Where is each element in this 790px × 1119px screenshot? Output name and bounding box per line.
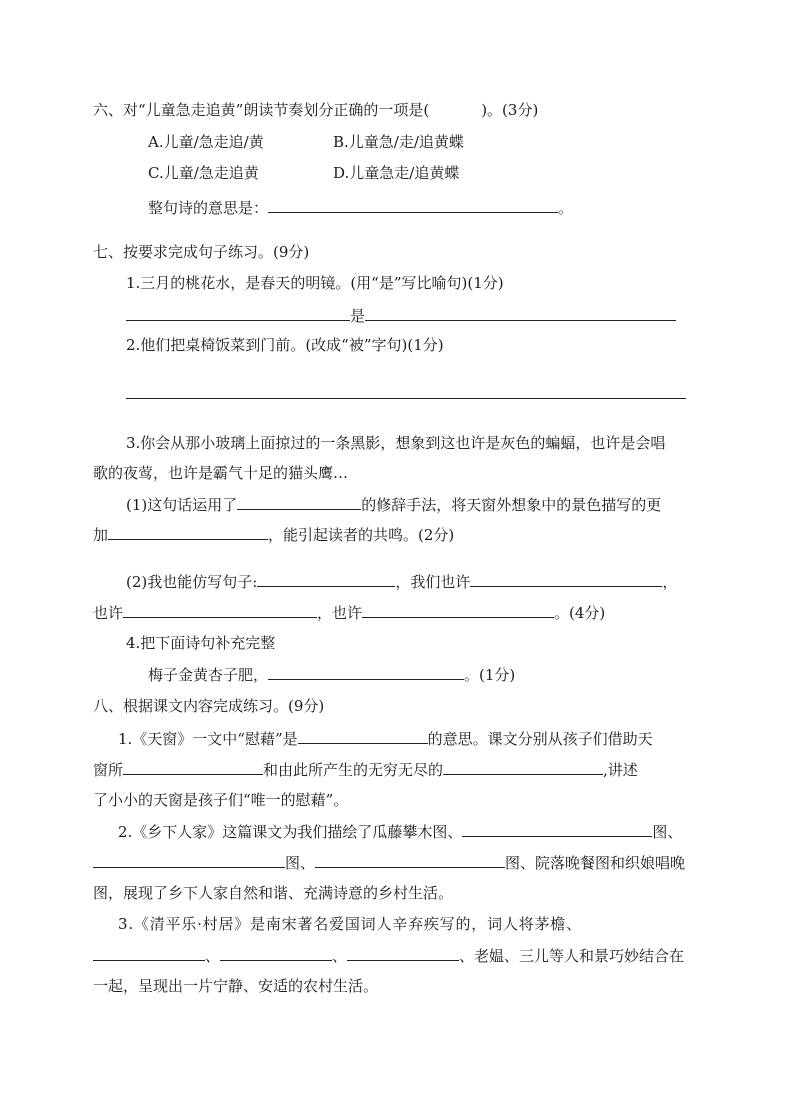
q6-option-b: B.儿童急/走/追黄蝶 (333, 133, 464, 151)
s7-q2: 2.他们把桌椅饭菜到门前。(改成“被”字句)(1分) (126, 336, 444, 354)
s7-q4-blank[interactable] (268, 663, 464, 680)
s7-q3-1: (1)这句话运用了 的修辞手法，将天窗外想象中的景色描写的更 (126, 493, 661, 515)
s7-q2-answer-line[interactable] (126, 398, 686, 399)
s8-q3-blank-1[interactable] (93, 944, 205, 961)
q6-option-d: D.儿童急走/追黄蝶 (333, 164, 460, 182)
s8-q2-blank-1[interactable] (462, 820, 652, 837)
s7-q3-line1: 3.你会从那小玻璃上面掠过的一条黑影，想象到这也许是灰色的蝙蝠，也许是会唱 (126, 434, 666, 452)
s7-q3-1-cont: 加 ，能引起读者的共鸣。(2分) (93, 523, 454, 545)
s8-q3-line2: 、 、 、老媪、三儿等人和景巧妙结合在 (93, 944, 684, 966)
s8-q1-line2: 窗所 和由此所产生的无穷无尽的 ,讲述 (93, 758, 638, 780)
s7-q3-2-cont: 也许 ，也许 。(4分) (93, 601, 605, 623)
s7-q3-1-blank-1[interactable] (237, 493, 361, 510)
s7-q3-1-blank-2[interactable] (108, 523, 268, 540)
s8-q2-line3: 图，展现了乡下人家自然和谐、充满诗意的乡村生活。 (93, 884, 454, 902)
s8-q2-blank-3[interactable] (315, 851, 505, 868)
s7-q3-2: (2)我也能仿写句子: ，我们也许 ， (126, 570, 677, 592)
s7-q1-answer: 是 (126, 304, 676, 326)
s7-title: 七、按要求完成句子练习。(9分) (93, 243, 310, 261)
s8-q2: 2.《乡下人家》这篇课文为我们描绘了瓜藤攀木图、 图、 (118, 820, 682, 842)
s7-q1-blank-right[interactable] (365, 304, 676, 321)
s8-q1-blank-1[interactable] (298, 727, 428, 744)
s7-q1: 1.三月的桃花水，是春天的明镜。(用“是”写比喻句)(1分) (126, 274, 504, 292)
s8-q3-line1: 3.《清平乐·村居》是南宋著名爱国词人辛弃疾写的，词人将茅檐、 (118, 915, 582, 933)
s8-q1: 1.《天窗》一文中“慰藉”是 的意思。课文分别从孩子们借助天 (118, 727, 653, 749)
q6-option-a: A.儿童/急走追/黄 (148, 133, 264, 151)
s8-q3-line3: 一起，呈现出一片宁静、安适的农村生活。 (93, 977, 379, 995)
q6-option-c: C.儿童/急走追黄 (148, 164, 259, 182)
s8-q3-blank-3[interactable] (347, 944, 459, 961)
s8-q2-line2: 图、 图、院落晚餐图和织娘唱晚 (93, 851, 685, 873)
s7-q3-2-blank-4[interactable] (362, 601, 554, 618)
q6-meaning-blank[interactable] (268, 196, 558, 213)
s7-q3-2-blank-1[interactable] (257, 570, 395, 587)
s7-q3-line2: 歌的夜莺，也许是霸气十足的猫头鹰… (93, 464, 349, 482)
s7-q4: 4.把下面诗句补充完整 (126, 634, 276, 652)
s7-q3-2-blank-2[interactable] (470, 570, 662, 587)
s7-q1-blank-left[interactable] (126, 304, 350, 321)
s8-title: 八、根据课文内容完成练习。(9分) (93, 697, 325, 715)
q6-meaning: 整句诗的意思是： 。 (148, 196, 573, 218)
s7-q3-2-blank-3[interactable] (123, 601, 317, 618)
s8-q3-blank-2[interactable] (220, 944, 332, 961)
s8-q2-blank-2[interactable] (93, 851, 285, 868)
s8-q1-blank-2[interactable] (123, 758, 263, 775)
s8-q1-line3: 了小小的天窗是孩子们“唯一的慰藉”。 (93, 791, 349, 809)
s8-q1-blank-3[interactable] (443, 758, 603, 775)
q6-question: 六、对“儿童急走追黄”朗读节奏划分正确的一项是( )。(3分) (93, 101, 539, 119)
s7-q4-poem: 梅子金黄杏子肥， 。(1分) (148, 663, 515, 685)
